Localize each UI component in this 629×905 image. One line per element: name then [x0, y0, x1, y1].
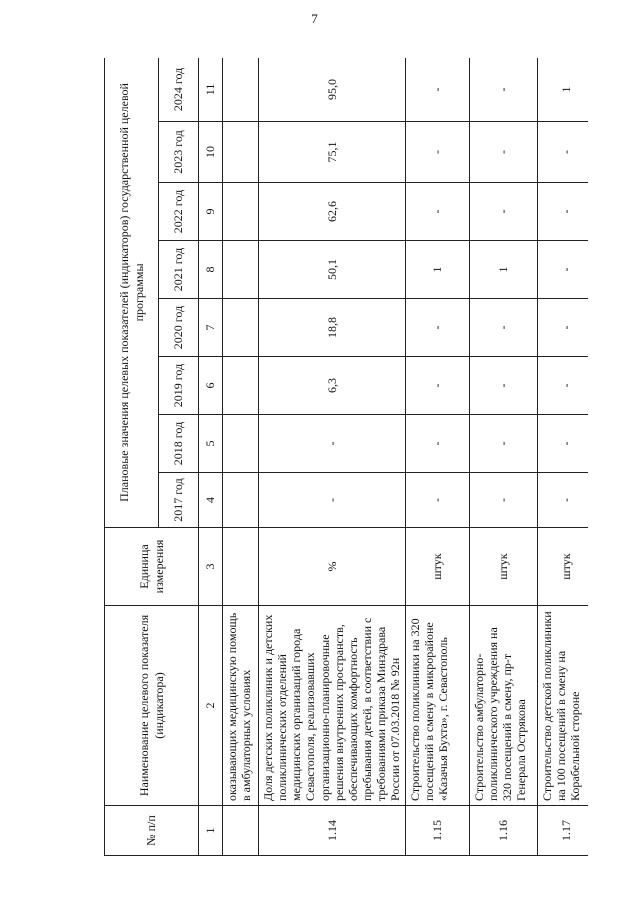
row-num: [223, 806, 259, 856]
row-value: -: [405, 415, 469, 473]
column-number: 1: [199, 806, 223, 856]
table-row: [405, 58, 469, 856]
column-number: 8: [199, 241, 223, 299]
row-value: [223, 241, 259, 299]
row-value: -: [537, 415, 588, 473]
row-value: -: [469, 415, 537, 473]
row-name: Строительство амбулаторно-поликлинического учреждения на 320 посещений в смену, пр-т Генерала Острякова: [469, 606, 537, 806]
row-name: Доля детских поликлиник и детских поликлинических отделений медицинских организаций города Севастополя, реализовавших организационно-планировочные решения внутренних пространств, обеспечивающих комфортность пребывания детей, в соответствии с требованиями приказа Минздрава России от 07.03.2018 № 92н: [259, 606, 406, 806]
row-value: -: [405, 122, 469, 183]
header-name: Наименование целевого показателя (индикатора): [105, 606, 199, 806]
row-value: 18,8: [259, 299, 406, 357]
row-unit: штук: [469, 528, 537, 606]
column-number: 3: [199, 528, 223, 606]
header-unit: Единица измерения: [105, 528, 199, 606]
row-value: -: [469, 357, 537, 415]
column-number: 9: [199, 183, 223, 241]
table-row: [537, 58, 588, 856]
row-num: 1.17: [537, 806, 588, 856]
column-number: 2: [199, 606, 223, 806]
table-row: [223, 58, 259, 856]
column-number: 7: [199, 299, 223, 357]
header-year: 2017 год: [159, 473, 199, 528]
row-value: 6,3: [259, 357, 406, 415]
column-numbers-row: [199, 58, 223, 856]
table-row: [469, 58, 537, 856]
table-row: [259, 58, 406, 856]
column-number: 11: [199, 58, 223, 122]
row-value: [223, 357, 259, 415]
row-value: -: [537, 183, 588, 241]
column-number: 10: [199, 122, 223, 183]
header-row-top: [105, 58, 159, 856]
row-value: 1: [537, 58, 588, 122]
row-value: 1: [469, 241, 537, 299]
row-num: 1.15: [405, 806, 469, 856]
page-number: 7: [311, 11, 318, 26]
row-value: -: [537, 357, 588, 415]
row-value: -: [405, 58, 469, 122]
row-value: -: [405, 357, 469, 415]
row-value: -: [537, 122, 588, 183]
header-year: 2019 год: [159, 357, 199, 415]
row-value: -: [469, 473, 537, 528]
row-unit: штук: [537, 528, 588, 606]
row-value: 50,1: [259, 241, 406, 299]
header-year: 2020 год: [159, 299, 199, 357]
row-num: 1.14: [259, 806, 406, 856]
row-value: -: [537, 241, 588, 299]
row-value: -: [469, 122, 537, 183]
header-year: 2024 год: [159, 58, 199, 122]
indicators-table: [104, 58, 588, 856]
row-name: Строительство детской поликлиники на 100 посещений в смену на Корабельной стороне: [537, 606, 588, 806]
row-unit: [223, 528, 259, 606]
row-value: -: [259, 415, 406, 473]
row-value: -: [537, 473, 588, 528]
row-value: -: [405, 183, 469, 241]
header-year: 2021 год: [159, 241, 199, 299]
row-value: -: [259, 473, 406, 528]
row-value: [223, 299, 259, 357]
row-value: [223, 122, 259, 183]
header-planned-values: Плановые значения целевых показателей (индикаторов) государственной целевой программы: [105, 58, 159, 528]
row-value: -: [469, 58, 537, 122]
row-value: -: [469, 183, 537, 241]
column-number: 4: [199, 473, 223, 528]
row-value: -: [469, 299, 537, 357]
row-value: -: [405, 299, 469, 357]
row-value: [223, 58, 259, 122]
row-value: 75,1: [259, 122, 406, 183]
header-num: № п/п: [105, 806, 199, 856]
row-value: 62,6: [259, 183, 406, 241]
row-unit: штук: [405, 528, 469, 606]
row-value: 95,0: [259, 58, 406, 122]
column-number: 6: [199, 357, 223, 415]
row-value: 1: [405, 241, 469, 299]
row-value: -: [537, 299, 588, 357]
header-year: 2023 год: [159, 122, 199, 183]
row-value: [223, 183, 259, 241]
row-unit: %: [259, 528, 406, 606]
row-value: [223, 473, 259, 528]
row-value: [223, 415, 259, 473]
column-number: 5: [199, 415, 223, 473]
row-name: Строительство поликлиники на 320 посещений в смену в микрорайоне «Казачья Бухта», г. Севастополь: [405, 606, 469, 806]
rotated-table-frame: [104, 58, 588, 856]
table-container: [104, 58, 588, 856]
header-year: 2022 год: [159, 183, 199, 241]
header-year: 2018 год: [159, 415, 199, 473]
row-num: 1.16: [469, 806, 537, 856]
row-name: оказывающих медицинскую помощь в амбулаторных условиях: [223, 606, 259, 806]
row-value: -: [405, 473, 469, 528]
